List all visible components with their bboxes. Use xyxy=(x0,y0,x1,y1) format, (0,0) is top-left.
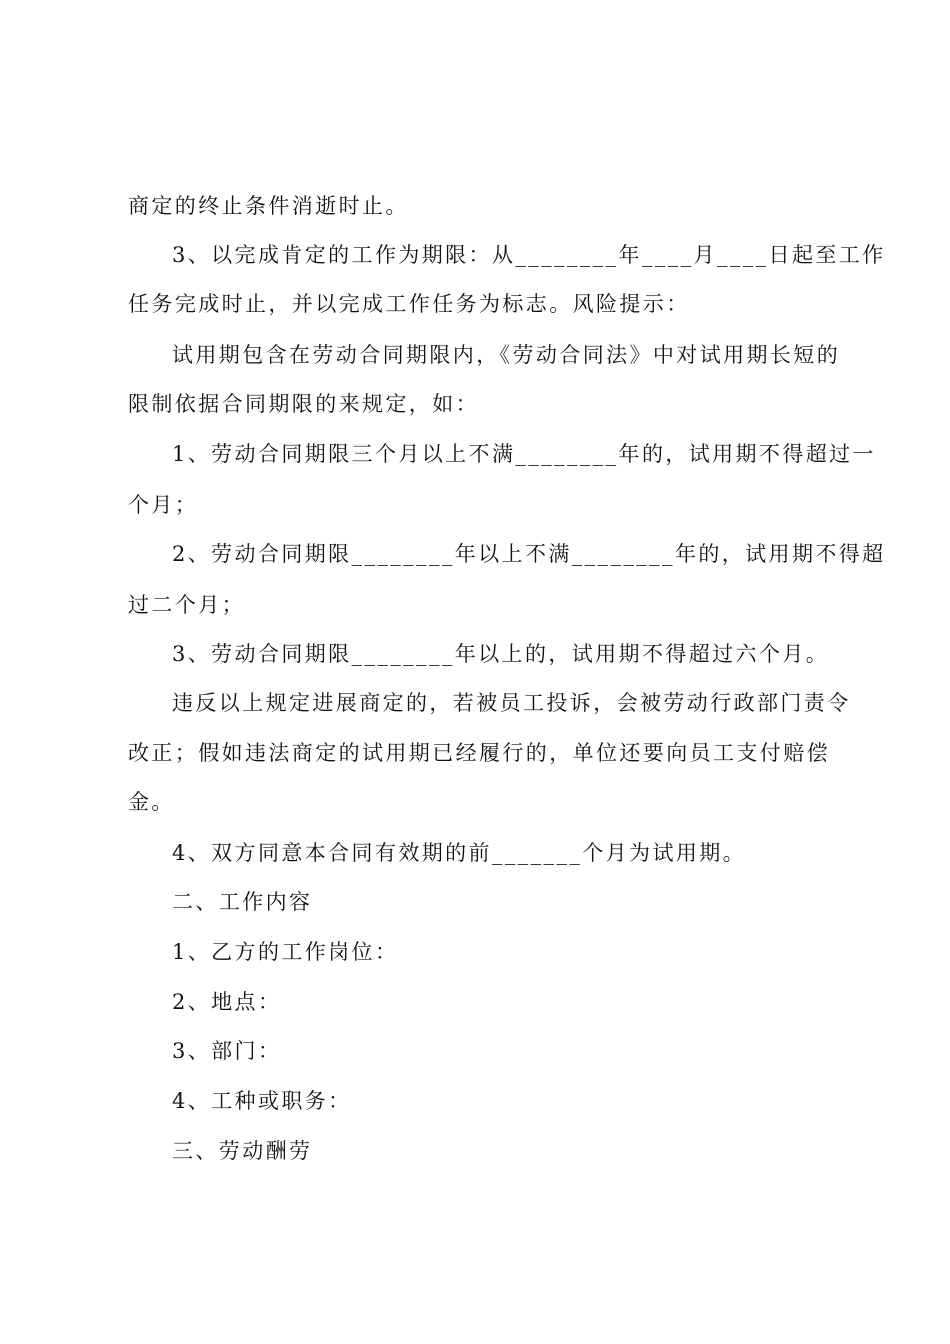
paragraph-line: 3、部门： xyxy=(172,1039,282,1063)
paragraph-line: 过二个月； xyxy=(128,593,245,617)
section-heading: 三、劳动酬劳 xyxy=(172,1139,313,1163)
paragraph-line: 4、双方同意本合同有效期的前_______个月为试用期。 xyxy=(172,841,747,865)
section-heading: 二、工作内容 xyxy=(172,890,313,914)
paragraph-line: 2、劳动合同期限________年以上不满________年的，试用期不得超 xyxy=(172,542,886,566)
paragraph-line: 任务完成时止，并以完成工作任务为标志。风险提示： xyxy=(128,292,690,316)
paragraph-line: 试用期包含在劳动合同期限内，《劳动合同法》中对试用期长短的 xyxy=(172,343,841,367)
paragraph-line: 违反以上规定进展商定的，若被员工投诉，会被劳动行政部门责令 xyxy=(172,691,851,715)
paragraph-line: 改正；假如违法商定的试用期已经履行的，单位还要向员工支付赔偿 xyxy=(128,741,830,765)
paragraph-line: 3、劳动合同期限________年以上的，试用期不得超过六个月。 xyxy=(172,642,830,666)
paragraph-line: 3、以完成肯定的工作为期限：从________年____月____日起至工作 xyxy=(172,243,886,267)
paragraph-line: 1、乙方的工作岗位： xyxy=(172,940,399,964)
paragraph-line: 1、劳动合同期限三个月以上不满________年的，试用期不得超过一 xyxy=(172,442,876,466)
paragraph-line: 4、工种或职务： xyxy=(172,1089,352,1113)
paragraph-line: 限制依据合同期限的来规定，如： xyxy=(128,392,479,416)
paragraph-line: 个月； xyxy=(128,493,199,517)
paragraph-line: 2、地点： xyxy=(172,990,282,1014)
paragraph-line: 商定的终止条件消逝时止。 xyxy=(128,194,409,218)
paragraph-line: 金。 xyxy=(128,790,175,814)
